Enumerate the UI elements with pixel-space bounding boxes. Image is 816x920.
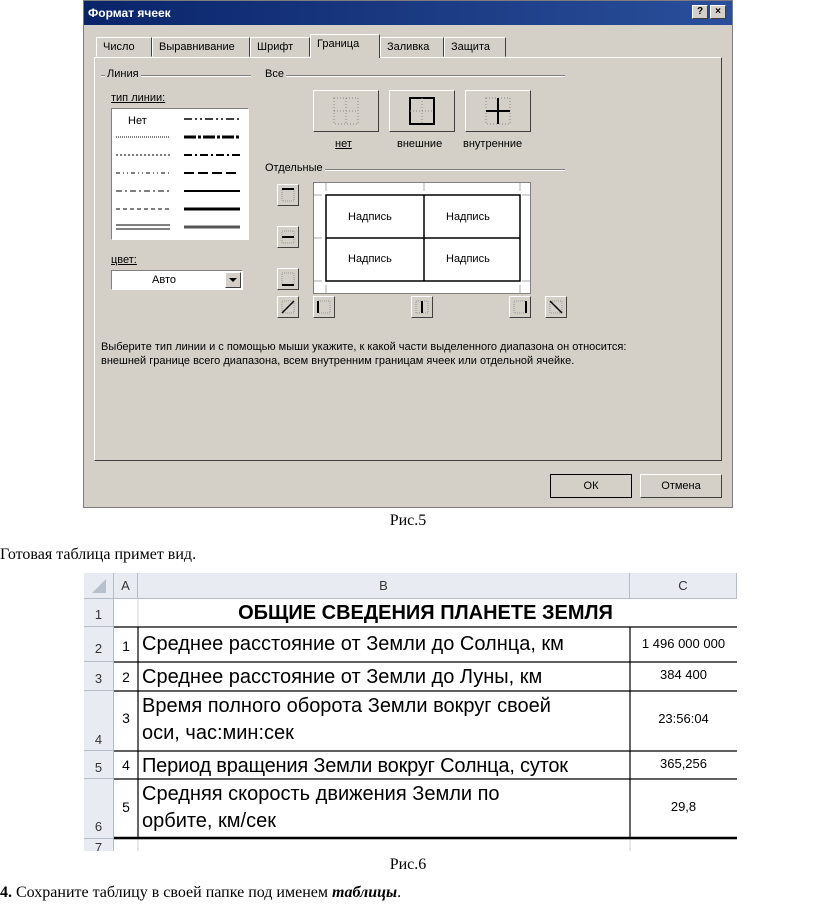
- border-inside-icon: [466, 91, 530, 131]
- cell-b6[interactable]: [142, 781, 630, 835]
- cell-a2[interactable]: 1: [122, 638, 130, 654]
- tab-number[interactable]: Число: [96, 37, 152, 57]
- cell-b5[interactable]: Период вращения Земли вокруг Солнца, суток: [142, 755, 568, 777]
- separate-group-rule: [317, 169, 565, 171]
- cell-b6-line-1: Средняя скорость движения Земли по: [142, 783, 500, 805]
- preset-inside-label: внутренние: [463, 138, 523, 150]
- tab-border[interactable]: Граница: [310, 34, 380, 58]
- close-button[interactable]: ×: [710, 5, 726, 19]
- border-preview-grid: [314, 183, 530, 293]
- row-header-3[interactable]: 3: [84, 662, 114, 691]
- instruction-number: 4.: [0, 884, 12, 901]
- ok-button[interactable]: ОК: [550, 474, 632, 498]
- column-header-c[interactable]: C: [630, 573, 737, 599]
- instruction-emphasis: таблицы: [332, 884, 398, 901]
- line-style-list[interactable]: [111, 108, 249, 240]
- preset-outline-label: внешние: [397, 138, 443, 150]
- instruction-end: .: [397, 884, 402, 901]
- spreadsheet: [84, 573, 737, 851]
- cell-b4[interactable]: [142, 693, 630, 747]
- border-vertical-icon: [414, 299, 430, 315]
- preview-text-1: Надпись: [348, 211, 392, 223]
- border-bottom-button[interactable]: [277, 268, 299, 290]
- cell-a6[interactable]: 5: [122, 799, 130, 815]
- intro-paragraph: Готовая таблица примет вид.: [0, 546, 197, 563]
- tab-font[interactable]: Шрифт: [250, 37, 310, 57]
- line-group-label: Линия: [107, 68, 139, 80]
- instruction-paragraph: [0, 884, 401, 902]
- row-header-1[interactable]: 1: [84, 599, 114, 627]
- row-header-4[interactable]: 4: [84, 691, 114, 751]
- row-header-6[interactable]: 6: [84, 779, 114, 839]
- diagonal-down-icon: [548, 299, 564, 315]
- row-header-7[interactable]: 7: [84, 839, 114, 851]
- border-right-icon: [512, 299, 528, 315]
- tab-panel-border: [94, 57, 722, 461]
- tab-fill[interactable]: Заливка: [380, 37, 444, 57]
- line-style-none[interactable]: Нет: [128, 115, 147, 127]
- cell-b4-line-1: Время полного оборота Земли вокруг своей: [142, 695, 551, 717]
- chevron-down-icon[interactable]: [225, 272, 241, 288]
- border-diagonal-up-button[interactable]: [277, 296, 299, 318]
- color-label: цвет:: [111, 254, 137, 266]
- tab-protection[interactable]: Защита: [444, 37, 506, 57]
- preset-none-label: нет: [335, 138, 352, 150]
- preview-text-4: Надпись: [446, 253, 490, 265]
- cell-a5[interactable]: 4: [122, 757, 130, 773]
- separate-group-label: Отдельные: [265, 162, 323, 174]
- cell-b3[interactable]: Среднее расстояние от Земли до Луны, км: [142, 666, 543, 688]
- all-group-rule: [265, 75, 565, 77]
- instruction-text: Сохраните таблицу в своей папке под именем: [12, 884, 333, 901]
- cancel-button[interactable]: Отмена: [640, 474, 722, 498]
- dialog-title: Формат ячеек: [88, 6, 171, 20]
- preview-text-2: Надпись: [446, 211, 490, 223]
- format-cells-dialog: [83, 0, 733, 508]
- line-type-label: тип линии:: [111, 92, 166, 104]
- cell-b6-line-2: орбите, км/сек: [142, 810, 276, 832]
- all-group-label: Все: [265, 68, 284, 80]
- border-vertical-button[interactable]: [411, 296, 433, 318]
- dialog-titlebar: [84, 1, 732, 25]
- diagonal-up-icon: [280, 299, 296, 315]
- column-header-b[interactable]: B: [138, 573, 630, 599]
- cell-c3[interactable]: 384 400: [660, 667, 707, 682]
- border-bottom-icon: [280, 271, 296, 287]
- preset-none-button[interactable]: [313, 90, 379, 132]
- border-left-button[interactable]: [313, 296, 335, 318]
- color-dropdown[interactable]: [111, 270, 243, 290]
- line-style-swatches[interactable]: [112, 109, 248, 239]
- column-header-a[interactable]: A: [114, 573, 138, 599]
- border-top-icon: [280, 187, 296, 203]
- hint-line-2: внешней границе всего диапазона, всем внутренним границам ячеек или отдельной ячейке.: [101, 355, 575, 367]
- tab-alignment[interactable]: Выравнивание: [152, 37, 250, 57]
- help-button[interactable]: ?: [692, 5, 708, 19]
- border-none-icon: [314, 91, 378, 131]
- color-value: Авто: [152, 274, 176, 286]
- figure-caption-5: Рис.5: [389, 512, 427, 529]
- preview-text-3: Надпись: [348, 253, 392, 265]
- row-header-2[interactable]: 2: [84, 627, 114, 662]
- border-outline-icon: [390, 91, 454, 131]
- figure-caption-6: Рис.6: [389, 856, 427, 873]
- border-horizontal-icon: [280, 229, 296, 245]
- hint-text: [101, 340, 713, 368]
- sheet-title[interactable]: ОБЩИЕ СВЕДЕНИЯ ПЛАНЕТЕ ЗЕМЛЯ: [238, 602, 613, 624]
- border-left-icon: [316, 299, 332, 315]
- cell-c2[interactable]: 1 496 000 000: [641, 636, 726, 651]
- border-diagonal-down-button[interactable]: [545, 296, 567, 318]
- border-top-button[interactable]: [277, 184, 299, 206]
- cell-c5[interactable]: 365,256: [660, 756, 707, 771]
- cell-a4[interactable]: 3: [122, 710, 130, 726]
- cell-a3[interactable]: 2: [122, 669, 130, 685]
- row-header-5[interactable]: 5: [84, 751, 114, 779]
- border-middle-button[interactable]: [277, 226, 299, 248]
- cell-b4-line-2: оси, час:мин:сек: [142, 722, 294, 744]
- cell-b2[interactable]: Среднее расстояние от Земли до Солнца, км: [142, 633, 564, 655]
- preset-outline-button[interactable]: [389, 90, 455, 132]
- hint-line-1: Выберите тип линии и с помощью мыши укажите, к какой части выделенного диапазона он относится:: [101, 341, 627, 353]
- cell-c4[interactable]: 23:56:04: [658, 711, 709, 726]
- border-right-button[interactable]: [509, 296, 531, 318]
- border-preview[interactable]: [313, 182, 531, 294]
- cell-c6[interactable]: 29,8: [670, 799, 697, 814]
- preset-inside-button[interactable]: [465, 90, 531, 132]
